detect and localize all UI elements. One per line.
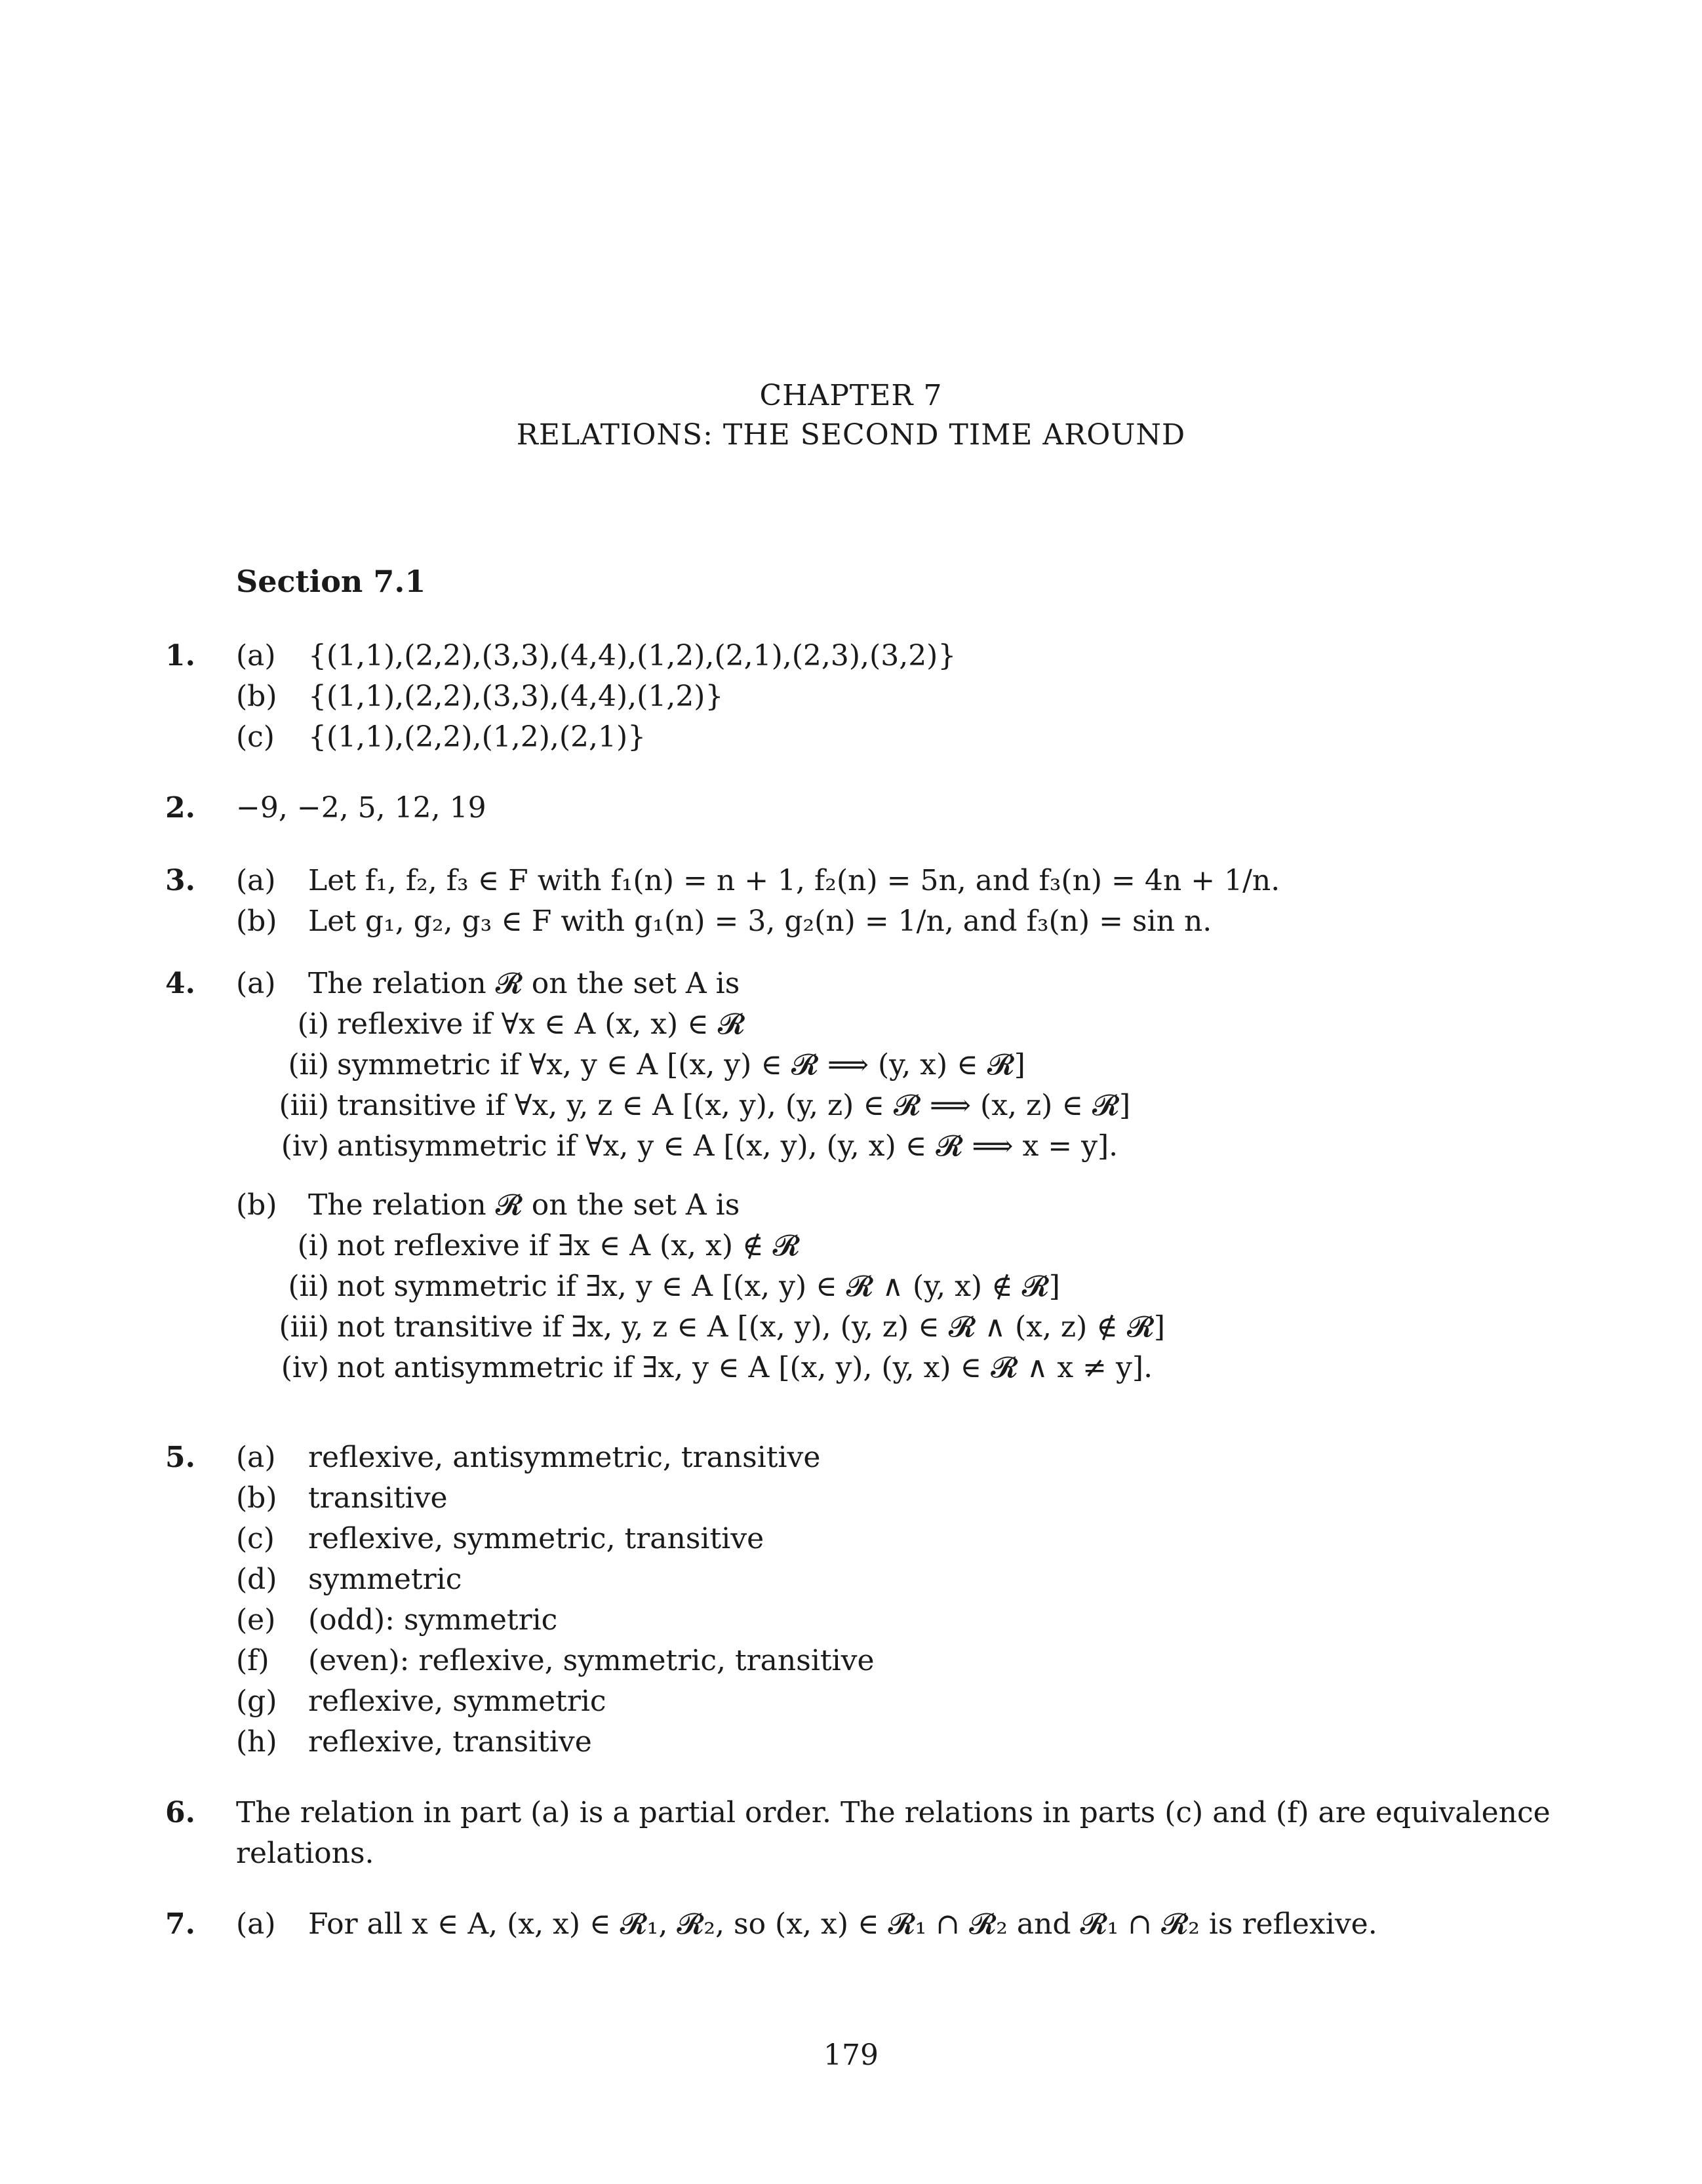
sub-text: not antisymmetric if ∃x, y ∈ A [(x, y), (y, x) ∈ 𝓡 ∧ x ≠ y]. <box>337 1351 1153 1384</box>
part-label: (e) <box>236 1603 276 1637</box>
part-label: (d) <box>236 1563 277 1596</box>
part-label: (c) <box>236 720 275 754</box>
answer-text: The relation in part (a) is a partial order. The relations in parts (c) and (f) are equivalence <box>236 1796 1551 1829</box>
part-label: (a) <box>236 1907 276 1941</box>
part-label: (a) <box>236 639 276 673</box>
part-text: Let f₁, f₂, f₃ ∈ F with f₁(n) = n + 1, f₂(n) = 5n, and f₃(n) = 4n + 1/n. <box>308 864 1280 897</box>
problem-number: 5. <box>165 1441 195 1474</box>
part-text: symmetric <box>308 1563 462 1596</box>
sub-text: not reflexive if ∃x ∈ A (x, x) ∉ 𝓡 <box>337 1229 800 1262</box>
problem-number: 7. <box>165 1907 195 1941</box>
part-text: reflexive, symmetric, transitive <box>308 1522 764 1555</box>
part-text: {(1,1),(2,2),(3,3),(4,4),(1,2),(2,1),(2,3),(3,2)} <box>308 639 957 673</box>
part-label: (g) <box>236 1685 277 1718</box>
part-label: (h) <box>236 1725 277 1759</box>
problem-number: 3. <box>165 864 195 897</box>
part-text: For all x ∈ A, (x, x) ∈ 𝓡₁, 𝓡₂, so (x, x) ∈ 𝓡₁ ∩ 𝓡₂ and 𝓡₁ ∩ 𝓡₂ is reflexive. <box>308 1907 1377 1941</box>
sub-label: (iii) <box>279 1089 329 1122</box>
section-heading: Section 7.1 <box>236 564 426 599</box>
sub-text: transitive if ∀x, y, z ∈ A [(x, y), (y, z) ∈ 𝓡 ⟹ (x, z) ∈ 𝓡] <box>337 1089 1131 1122</box>
sub-text: not transitive if ∃x, y, z ∈ A [(x, y), (y, z) ∈ 𝓡 ∧ (x, z) ∉ 𝓡] <box>337 1310 1166 1344</box>
sub-text: reflexive if ∀x ∈ A (x, x) ∈ 𝓡 <box>337 1007 745 1041</box>
problem-number: 2. <box>165 791 195 825</box>
sub-label: (iv) <box>281 1351 329 1384</box>
part-text: The relation 𝓡 on the set A is <box>308 967 740 1000</box>
part-text: reflexive, antisymmetric, transitive <box>308 1441 821 1474</box>
chapter-number: CHAPTER 7 <box>759 379 943 412</box>
part-text: reflexive, symmetric <box>308 1685 606 1718</box>
sub-label: (ii) <box>288 1048 329 1082</box>
problem-number: 4. <box>165 967 195 1000</box>
sub-text: not symmetric if ∃x, y ∈ A [(x, y) ∈ 𝓡 ∧ (y, x) ∉ 𝓡] <box>337 1270 1060 1303</box>
sub-text: antisymmetric if ∀x, y ∈ A [(x, y), (y, x) ∈ 𝓡 ⟹ x = y]. <box>337 1129 1118 1163</box>
part-label: (b) <box>236 1481 277 1515</box>
problem-number: 6. <box>165 1796 195 1829</box>
problem-number: 1. <box>165 639 195 673</box>
part-text: (odd): symmetric <box>308 1603 558 1637</box>
page-number: 179 <box>823 2038 879 2072</box>
part-label: (a) <box>236 1441 276 1474</box>
part-text: Let g₁, g₂, g₃ ∈ F with g₁(n) = 3, g₂(n) = 1/n, and f₃(n) = sin n. <box>308 905 1212 938</box>
part-text: The relation 𝓡 on the set A is <box>308 1188 740 1222</box>
part-text: transitive <box>308 1481 448 1515</box>
part-text: {(1,1),(2,2),(1,2),(2,1)} <box>308 720 646 754</box>
part-text: {(1,1),(2,2),(3,3),(4,4),(1,2)} <box>308 680 724 713</box>
part-label: (b) <box>236 680 277 713</box>
part-label: (a) <box>236 967 276 1000</box>
answer-values: −9, −2, 5, 12, 19 <box>236 791 486 825</box>
part-text: (even): reflexive, symmetric, transitive <box>308 1644 875 1677</box>
part-label: (b) <box>236 905 277 938</box>
part-label: (a) <box>236 864 276 897</box>
sub-label: (ii) <box>288 1270 329 1303</box>
part-label: (b) <box>236 1188 277 1222</box>
sub-label: (iv) <box>281 1129 329 1163</box>
part-label: (c) <box>236 1522 275 1555</box>
part-text: reflexive, transitive <box>308 1725 592 1759</box>
sub-label: (iii) <box>279 1310 329 1344</box>
part-label: (f) <box>236 1644 269 1677</box>
chapter-title: RELATIONS: THE SECOND TIME AROUND <box>516 418 1186 452</box>
sub-label: (i) <box>297 1229 329 1262</box>
sub-text: symmetric if ∀x, y ∈ A [(x, y) ∈ 𝓡 ⟹ (y, x) ∈ 𝓡] <box>337 1048 1025 1082</box>
sub-label: (i) <box>297 1007 329 1041</box>
answer-text: relations. <box>236 1837 374 1870</box>
